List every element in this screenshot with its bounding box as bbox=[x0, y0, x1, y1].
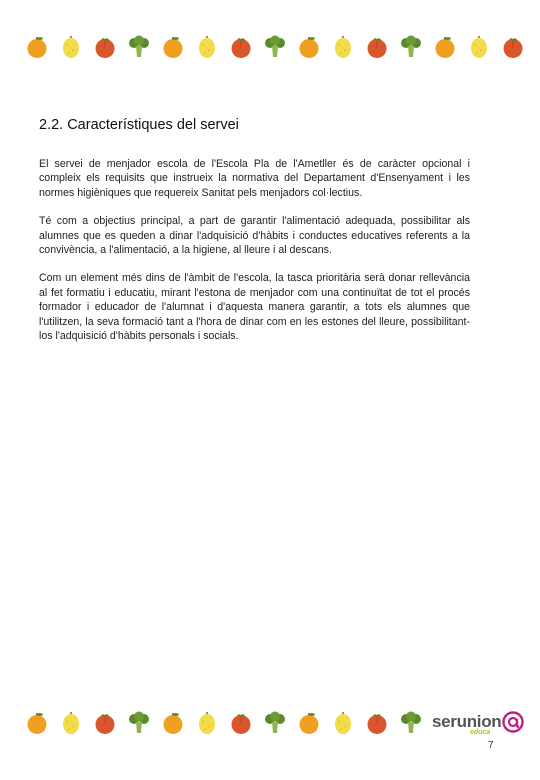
lemon-icon bbox=[190, 706, 224, 740]
lemon-icon bbox=[326, 30, 360, 64]
tomato-icon bbox=[88, 706, 122, 740]
paragraph-2: Té com a objectius principal, a part de garantir l'alimentació adequada, possibilitar als alumnes que es queden a dinar l'adquisició d'hàbits i conductes educatives referents a la convivència, a l'alimentació, a la higiene, al lleure i al descans. bbox=[39, 215, 470, 257]
orange-icon bbox=[428, 30, 462, 64]
paragraph-1: El servei de menjador escola de l'Escola Pla de l'Ametller és de caràcter opcional i compleix els requisits que instrueix la normativa del Departament d'Ensenyament i les normes higièniques que requereix Sanitat pels menjadors col·lectius. bbox=[39, 158, 470, 199]
broccoli-icon bbox=[258, 706, 292, 740]
lemon-icon bbox=[326, 706, 360, 740]
logo-sub: educa bbox=[470, 729, 491, 736]
broccoli-icon bbox=[394, 706, 428, 740]
broccoli-icon bbox=[122, 706, 156, 740]
tomato-icon bbox=[360, 706, 394, 740]
top-fruit-border bbox=[20, 30, 530, 64]
broccoli-icon bbox=[394, 30, 428, 64]
broccoli-icon bbox=[258, 30, 292, 64]
paragraph-3: Com un element més dins de l'àmbit de l'escola, la tasca prioritària serà donar rellevància al fet formatiu i educatiu, mirant l'estona de menjador com una continuïtat de tot el procés formador i educador de l'alumnat i d'aquesta manera garantir, a tots els alumnes que l'utilitzen, la seva formació tant a l'hora de dinar com en les estones del lleure, possibilitant-los l'adquisició d'hàbits personals i socials. bbox=[39, 272, 470, 343]
tomato-icon bbox=[88, 30, 122, 64]
tomato-icon bbox=[496, 30, 530, 64]
lemon-icon bbox=[190, 30, 224, 64]
tomato-icon bbox=[360, 30, 394, 64]
tomato-icon bbox=[224, 30, 258, 64]
section-title: 2.2. Característiques del servei bbox=[39, 117, 239, 133]
orange-icon bbox=[292, 706, 326, 740]
page-number: 7 bbox=[488, 740, 494, 751]
lemon-icon bbox=[462, 30, 496, 64]
lemon-icon bbox=[54, 706, 88, 740]
orange-icon bbox=[156, 706, 190, 740]
orange-icon bbox=[20, 30, 54, 64]
orange-icon bbox=[292, 30, 326, 64]
orange-icon bbox=[156, 30, 190, 64]
broccoli-icon bbox=[122, 30, 156, 64]
page-content bbox=[39, 117, 470, 357]
lemon-icon bbox=[54, 30, 88, 64]
tomato-icon bbox=[224, 706, 258, 740]
bottom-fruit-border bbox=[20, 706, 428, 740]
logo-at-icon bbox=[502, 711, 524, 733]
logo-text: serunion bbox=[432, 712, 502, 731]
orange-icon bbox=[20, 706, 54, 740]
